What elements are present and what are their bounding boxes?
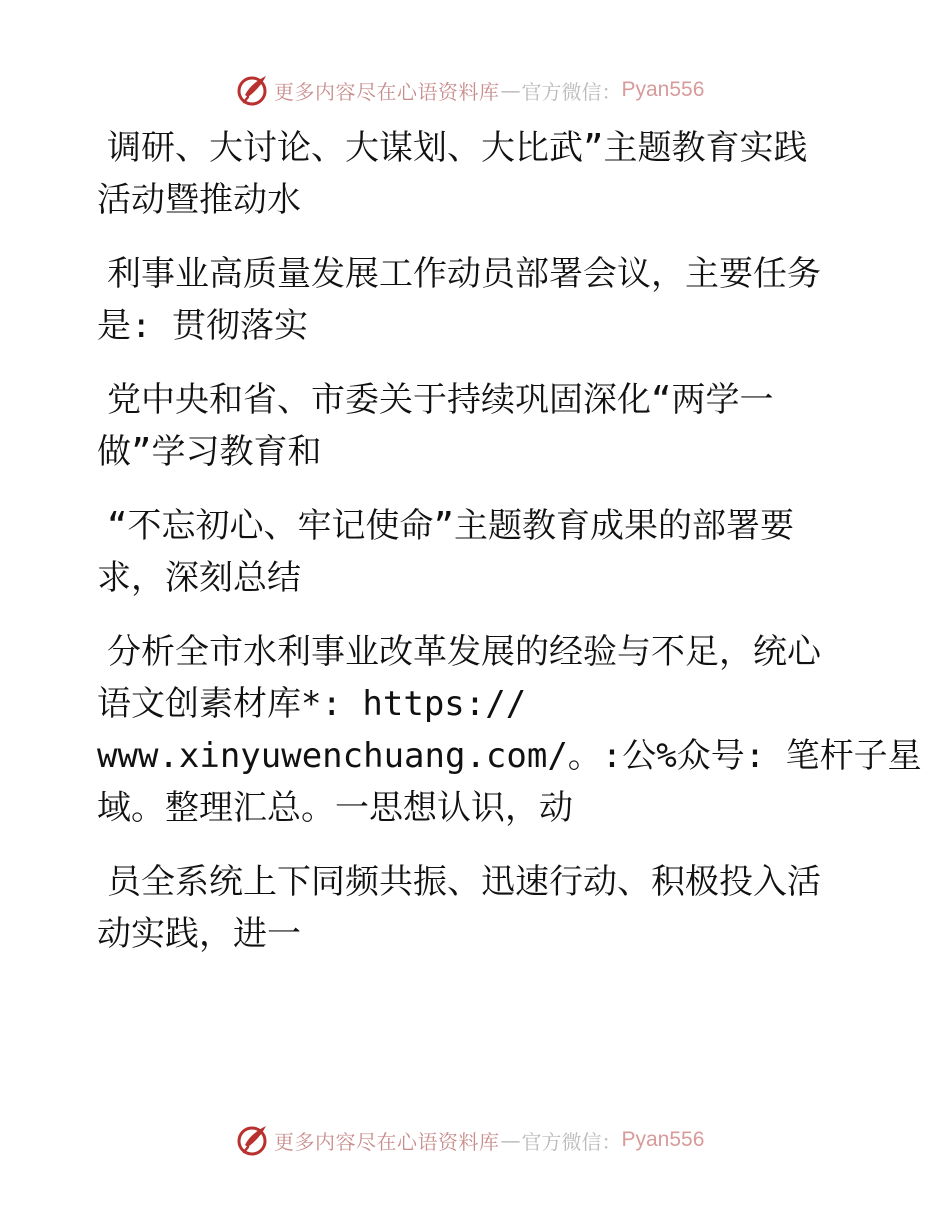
text-line: 做”学习教育和 xyxy=(97,432,322,472)
paragraph xyxy=(97,122,837,226)
quill-logo-icon xyxy=(236,73,270,107)
quill-logo-icon xyxy=(236,1123,270,1157)
text-line: 分析全市水利事业改革发展的经验与不足，统心 xyxy=(107,632,821,672)
paragraph xyxy=(97,374,837,478)
text-line: www.xinyuwenchuang.com/。:公%众号: 笔杆子星 xyxy=(97,736,922,776)
text-line: 域。整理汇总。一思想认识，动 xyxy=(97,788,573,828)
text-line: 语文创素材库*: https:// xyxy=(97,684,527,724)
header-contact-id: Pyan556 xyxy=(621,78,705,101)
text-line: 是: 贯彻落实 xyxy=(97,306,308,346)
text-line: “不忘初心、牢记使命”主题教育成果的部署要 xyxy=(107,506,794,546)
footer-banner-text: 更多内容尽在心语资料库 xyxy=(274,1129,500,1154)
header-contact-label: 官方微信： xyxy=(521,79,622,104)
text-line: 求，深刻总结 xyxy=(97,558,301,598)
text-line: 利事业高质量发展工作动员部署会议，主要任务 xyxy=(107,254,821,294)
header-banner-separator: — xyxy=(500,78,521,102)
footer-contact-id: Pyan556 xyxy=(621,1128,705,1151)
header-banner xyxy=(236,72,704,108)
paragraph xyxy=(97,500,837,604)
footer-banner-separator: — xyxy=(500,1128,521,1152)
text-line: 活动暨推动水 xyxy=(97,180,301,220)
header-banner-text: 更多内容尽在心语资料库 xyxy=(274,79,500,104)
paragraph xyxy=(97,248,837,352)
footer-banner xyxy=(236,1122,704,1158)
text-line: 调研、大讨论、大谋划、大比武”主题教育实践 xyxy=(107,128,808,168)
footer-contact-label: 官方微信： xyxy=(521,1129,622,1154)
paragraph xyxy=(97,856,837,960)
text-line: 党中央和省、市委关于持续巩固深化“两学一 xyxy=(107,380,774,420)
text-line: 员全系统上下同频共振、迅速行动、积极投入活 xyxy=(107,862,821,902)
text-line: 动实践，进一 xyxy=(97,914,301,954)
document-body xyxy=(97,122,922,982)
paragraph xyxy=(97,626,922,834)
